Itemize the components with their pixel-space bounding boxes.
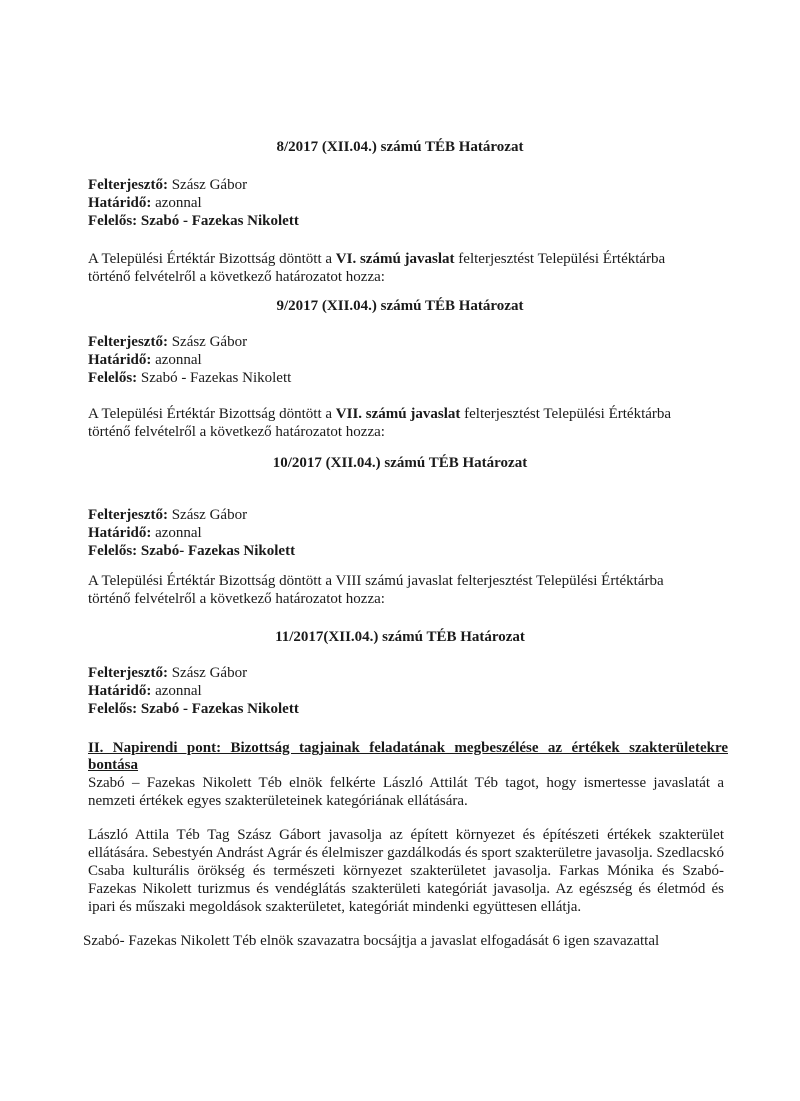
decision-line-2: történő felvételről a következő határozatot hozza: — [88, 269, 385, 285]
section-title: II. Napirendi pont: Bizottság tagjainak feladatának megbeszélése az értékek szakterületekre bontása — [88, 740, 728, 773]
section-paragraph-3: Szabó- Fazekas Nikolett Téb elnök szavazatra bocsájtja a javaslat elfogadását 6 igen szavazattal — [83, 933, 660, 949]
responsible-label: Felelős: — [88, 701, 138, 717]
deadline-label: Határidő: — [88, 352, 152, 368]
responsible-value: Szabó- Fazekas Nikolett — [140, 543, 296, 559]
responsible-value: Szabó - Fazekas Nikolett — [140, 370, 292, 386]
responsible-line — [88, 212, 299, 230]
proposal-number: VI. számú javaslat — [335, 251, 455, 267]
resolution-title: 11/2017(XII.04.) számú TÉB Határozat — [275, 629, 525, 645]
decision-text: felterjesztést Települési Értéktárba — [460, 406, 672, 422]
decision-text: felterjesztést Települési Értéktárba — [454, 251, 666, 267]
decision-paragraph — [88, 250, 718, 286]
section-paragraph-2: László Attila Téb Tag Szász Gábort javasolja az épített környezet és építészeti értékek szakterület ellátására. Sebestyén Andrást Agrár és élelmiszer gazdálkodás és sport szakterületre javasolja. Szedlacskó Csaba kulturális örökség és természeti környezet szakterületet javasolja. Farkas Mónika és Szabó- Fazekas Nikolett turizmus és vendéglátás szakterületi kategóriát javasolja. Az egészség és életmód és ipari és műszaki megoldások szakterületet, kategóriát mindenki együttesen ellátja. — [88, 827, 724, 915]
deadline-value: azonnal — [155, 683, 202, 699]
responsible-label: Felelős: — [88, 543, 138, 559]
decision-text: A Települési Értéktár Bizottság döntött a — [88, 406, 336, 422]
submitter-line — [88, 333, 291, 351]
resolution-meta — [88, 176, 299, 230]
submitter-value: Szász Gábor — [171, 507, 248, 523]
submitter-label: Felterjesztő: — [88, 177, 168, 193]
responsible-label: Felelős: — [88, 370, 138, 386]
submitter-value: Szász Gábor — [171, 177, 248, 193]
decision-line-2: történő felvételről a következő határozatot hozza: — [88, 424, 385, 440]
decision-paragraph — [88, 572, 718, 608]
deadline-value: azonnal — [155, 195, 202, 211]
decision-text: A Települési Értéktár Bizottság döntött a — [88, 251, 336, 267]
responsible-line — [88, 700, 299, 718]
decision-line-1 — [88, 405, 718, 423]
responsible-line — [88, 542, 295, 560]
responsible-value: Szabó - Fazekas Nikolett — [140, 213, 299, 229]
decision-line-1: A Települési Értéktár Bizottság döntött a VIII számú javaslat felterjesztést Települési Értéktárba — [88, 573, 664, 589]
responsible-line — [88, 369, 291, 387]
deadline-value: azonnal — [155, 525, 202, 541]
deadline-label: Határidő: — [88, 683, 152, 699]
decision-line-2: történő felvételről a következő határozatot hozza: — [88, 591, 385, 607]
deadline-line — [88, 351, 291, 369]
deadline-line — [88, 682, 299, 700]
deadline-value: azonnal — [155, 352, 202, 368]
resolution-title: 8/2017 (XII.04.) számú TÉB Határozat — [276, 139, 524, 155]
section-paragraph-1: Szabó – Fazekas Nikolett Téb elnök felkérte László Attilát Téb tagot, hogy ismertesse javaslatát a nemzeti értékek egyes szakterületeinek kategóriának ellátására. — [88, 775, 724, 809]
proposal-number: VII. számú javaslat — [335, 406, 461, 422]
resolution-meta — [88, 664, 299, 718]
deadline-line — [88, 524, 295, 542]
deadline-label: Határidő: — [88, 195, 152, 211]
resolution-meta — [88, 333, 291, 387]
resolution-meta — [88, 506, 295, 560]
submitter-value: Szász Gábor — [171, 665, 248, 681]
submitter-label: Felterjesztő: — [88, 334, 168, 350]
decision-paragraph — [88, 405, 718, 441]
deadline-line — [88, 194, 299, 212]
submitter-label: Felterjesztő: — [88, 665, 168, 681]
decision-line-1 — [88, 250, 718, 268]
resolution-title: 9/2017 (XII.04.) számú TÉB Határozat — [276, 298, 524, 314]
responsible-label: Felelős: — [88, 213, 138, 229]
submitter-value: Szász Gábor — [171, 334, 248, 350]
deadline-label: Határidő: — [88, 525, 152, 541]
submitter-line — [88, 506, 295, 524]
submitter-line — [88, 176, 299, 194]
submitter-label: Felterjesztő: — [88, 507, 168, 523]
submitter-line — [88, 664, 299, 682]
responsible-value: Szabó - Fazekas Nikolett — [140, 701, 299, 717]
resolution-title: 10/2017 (XII.04.) számú TÉB Határozat — [272, 455, 528, 471]
